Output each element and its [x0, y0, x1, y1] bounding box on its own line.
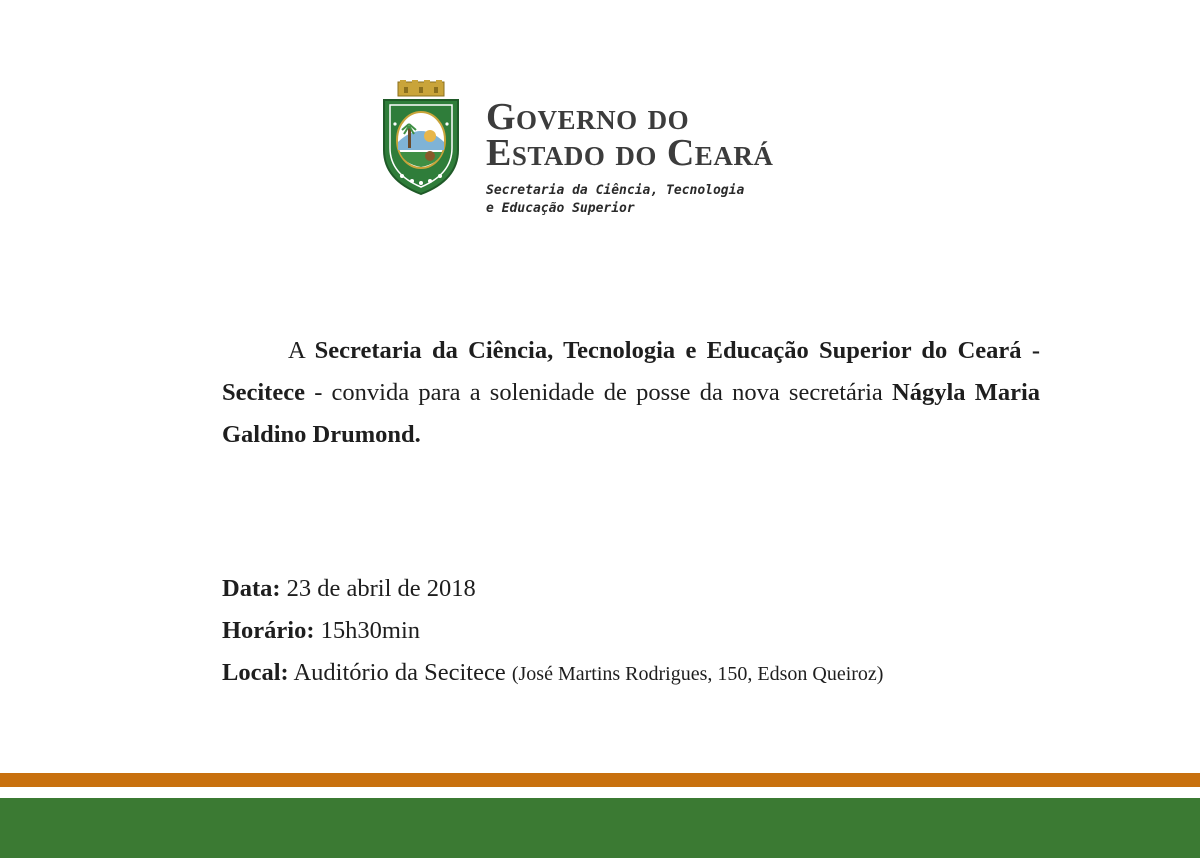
time-label: Horário:: [222, 617, 315, 644]
place-row: [222, 652, 883, 695]
date-row: [222, 568, 883, 610]
date-label: Data:: [222, 575, 281, 602]
place-label: Local:: [222, 659, 289, 686]
government-title: [486, 98, 773, 172]
invitation-honoree: Nágyla Maria Galdino Drumond.: [222, 379, 1041, 448]
government-title-line1: Governo do: [486, 96, 690, 138]
invitation-org-name: Secretaria da Ciência, Tecnologia e Educação Superior do Ceará - Secitece: [222, 337, 1041, 406]
secretaria-name: [486, 182, 744, 218]
secretaria-name-line2: e Educação Superior: [486, 201, 635, 216]
event-details: [222, 568, 883, 695]
invitation-paragraph: [222, 330, 1040, 456]
letterhead: [378, 80, 818, 220]
footer-green-band: [0, 798, 1200, 858]
government-title-line2: Estado do Ceará: [486, 132, 774, 174]
time-row: [222, 610, 883, 652]
date-value: 23 de abril de 2018: [286, 575, 476, 602]
secretaria-name-line1: Secretaria da Ciência, Tecnologia: [486, 183, 745, 198]
invitation-article: A: [288, 337, 305, 364]
time-value: 15h30min: [320, 617, 421, 644]
place-address: (José Martins Rodrigues, 150, Edson Queiroz): [511, 663, 884, 685]
place-value: Auditório da Secitece: [293, 659, 506, 686]
footer-orange-band: [0, 773, 1200, 787]
ceara-coat-of-arms-icon: [378, 80, 464, 196]
invitation-text: - convida para a solenidade de posse da nova secretária: [314, 379, 883, 406]
